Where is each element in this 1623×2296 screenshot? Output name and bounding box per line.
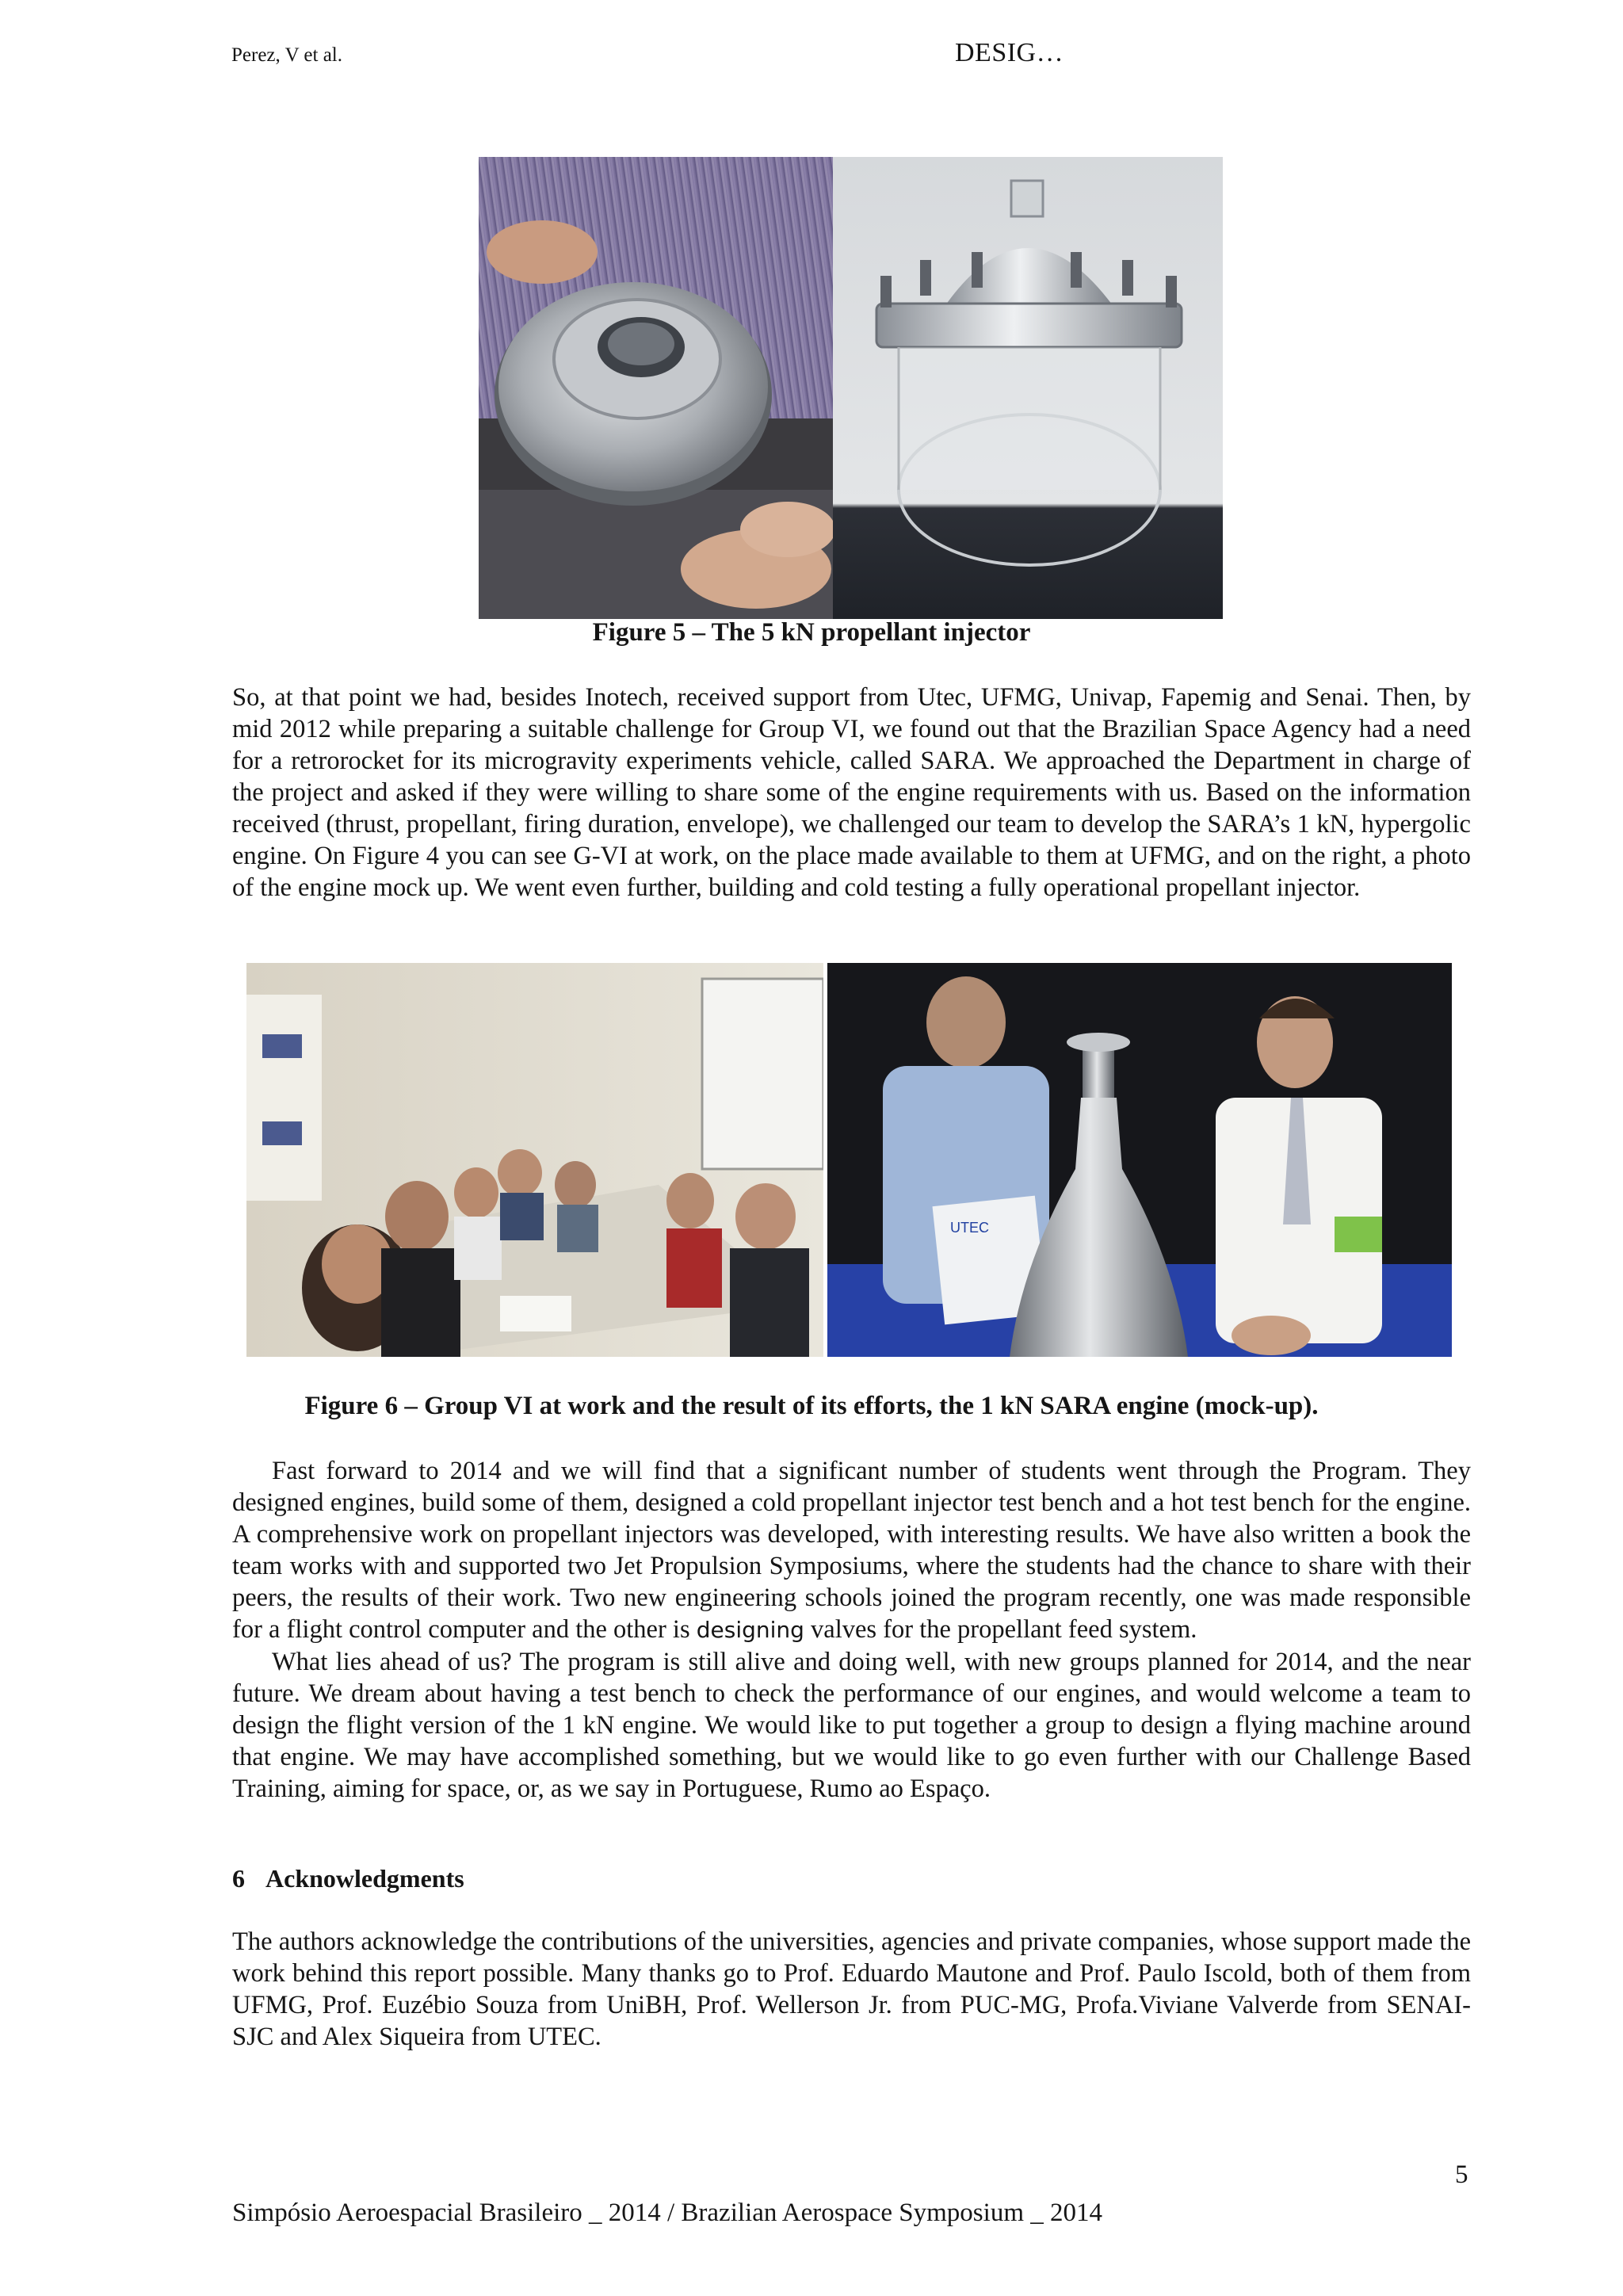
figure5-caption: Figure 5 – The 5 kN propellant injector <box>592 618 1031 647</box>
section-heading <box>232 1864 464 1893</box>
figure6-photo-right <box>827 963 1452 1357</box>
figure5-photo-right <box>833 157 1223 619</box>
paragraph-3-text: What lies ahead of us? The program is still alive and doing well, with new groups planned for 2014, and the near future. We dream about having a test bench to check the performance of our engines, and would welcome a team to design the flight version of the 1 kN engine. We would like to put together a group to design a flying machine around that engine. We may have accomplished something, but we would like to go even further with our Challenge Based Training, aiming for space, or, as we say in Portuguese, Rumo ao Espaço. <box>232 1648 1471 1803</box>
section-title: Acknowledgments <box>265 1864 464 1893</box>
figure6-caption: Figure 6 – Group VI at work and the result of its efforts, the 1 kN SARA engine (mock-up). <box>304 1392 1319 1420</box>
body-paragraphs-2-3 <box>232 1455 1471 1805</box>
paragraph-2-part-1: Fast forward to 2014 and we will find that a significant number of students went through the Program. They designed engines, build some of them, designed a cold propellant injector test bench and a hot test bench for the engine. A comprehensive work on propellant injectors was developed, with interesting results. We have also written a book the team works with and supported two Jet Propulsion Symposiums, where the students had the chance to share with their peers, the results of their work. Two new engineering schools joined the program recently, one was made responsible for a flight control computer and the other is <box>232 1457 1471 1644</box>
figure5-photo-left <box>479 157 833 619</box>
acknowledgments-paragraph <box>232 1926 1471 2053</box>
body-paragraph-1 <box>232 682 1471 904</box>
page-number: 5 <box>1455 2160 1468 2189</box>
paragraph-1-text: So, at that point we had, besides Inotech, received support from Utec, UFMG, Univap, Fapemig and Senai. Then, by mid 2012 while preparing a suitable challenge for Group VI, we found out that the Brazilian Space Agency had a need for a retrorocket for its microgravity experiments vehicle, called SARA. We approached the Department in charge of the project and asked if they were willing to share some of the engine requirements with us. Based on the information received (thrust, propellant, firing duration, envelope), we challenged our team to develop the SARA’s 1 kN, hypergolic engine. On Figure 4 you can see G-VI at work, on the place made available to them at UFMG, and on the right, a photo of the engine mock up. We went even further, building and cold testing a fully operational propellant injector. <box>232 683 1471 902</box>
sign-text: UTEC <box>950 1220 989 1236</box>
running-header-authors: Perez, V et al. <box>231 44 343 66</box>
paragraph-2-text <box>232 1455 1471 1646</box>
paragraph-4-text: The authors acknowledge the contributions of the universities, agencies and private companies, whose support made the work behind this report possible. Many thanks go to Prof. Eduardo Mautone and Prof. Paulo Iscold, both of them from UFMG, Prof. Euzébio Souza from UniBH, Prof. Wellerson Jr. from PUC-MG, Profa.Viviane Valverde from SENAI-SJC and Alex Siqueira from UTEC. <box>232 1927 1471 2051</box>
figure6-photo-left <box>246 963 823 1357</box>
page-footer: Simpósio Aeroespacial Brasileiro _ 2014 / Brazilian Aerospace Symposium _ 2014 <box>232 2199 1102 2227</box>
section-number: 6 <box>232 1864 245 1893</box>
running-header-title: DESIG… <box>955 38 1064 67</box>
paragraph-2-part-2: valves for the propellant feed system. <box>811 1615 1197 1644</box>
paragraph-2-odd-word: designing <box>696 1617 804 1643</box>
